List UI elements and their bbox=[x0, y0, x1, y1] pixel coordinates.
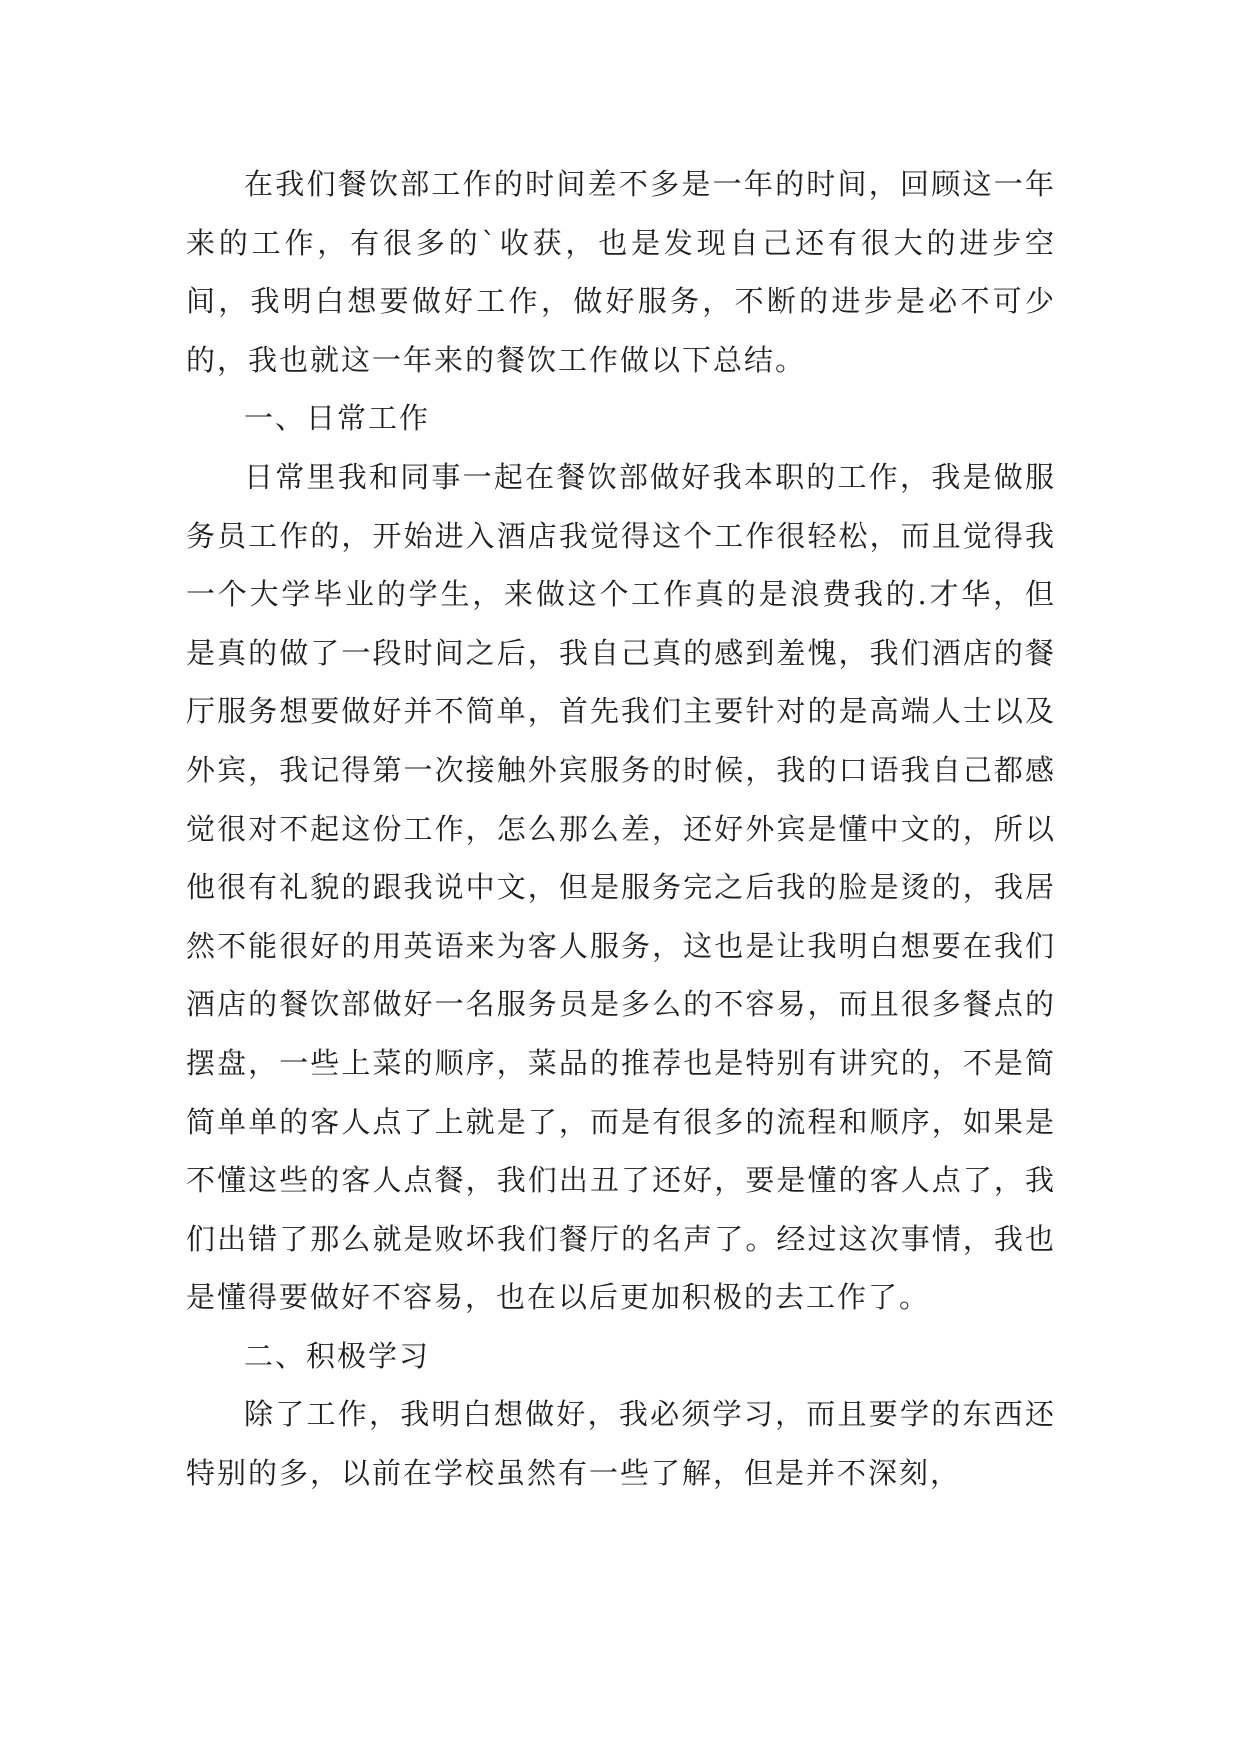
document-body bbox=[186, 155, 1056, 1503]
section-heading-daily-work: 一、日常工作 bbox=[244, 401, 431, 436]
daily-work-paragraph: 日常里我和同事一起在餐饮部做好我本职的工作，我是做服务员工作的，开始进入酒店我觉得这个工作很轻松，而且觉得我一个大学毕业的学生，来做这个工作真的是浪费我的.才华，但是真的做了一段时间之后，我自己真的感到羞愧，我们酒店的餐厅服务想要做好并不简单，首先我们主要针对的是高端人士以及外宾，我记得第一次接触外宾服务的时候，我的口语我自己都感觉很对不起这份工作，怎么那么差，还好外宾是懂中文的，所以他很有礼貌的跟我说中文，但是服务完之后我的脸是烫的，我居然不能很好的用英语来为客人服务，这也是让我明白想要在我们酒店的餐饮部做好一名服务员是多么的不容易，而且很多餐点的摆盘，一些上菜的顺序，菜品的推荐也是特别有讲究的，不是简简单单的客人点了上就是了，而是有很多的流程和顺序，如果是不懂这些的客人点餐，我们出丑了还好，要是懂的客人点了，我们出错了那么就是败坏我们餐厅的名声了。经过这次事情，我也是懂得要做好不容易，也在以后更加积极的去工作了。 bbox=[186, 459, 1056, 1315]
intro-paragraph: 在我们餐饮部工作的时间差不多是一年的时间，回顾这一年来的工作，有很多的`收获，也是发现自己还有很大的进步空间，我明白想要做好工作，做好服务，不断的进步是必不可少的，我也就这一年来的餐饮工作做以下总结。 bbox=[186, 167, 1056, 377]
section-heading-active-learning: 二、积极学习 bbox=[244, 1338, 431, 1373]
active-learning-paragraph: 除了工作，我明白想做好，我必须学习，而且要学的东西还特别的多，以前在学校虽然有一些了解，但是并不深刻， bbox=[186, 1397, 1056, 1491]
